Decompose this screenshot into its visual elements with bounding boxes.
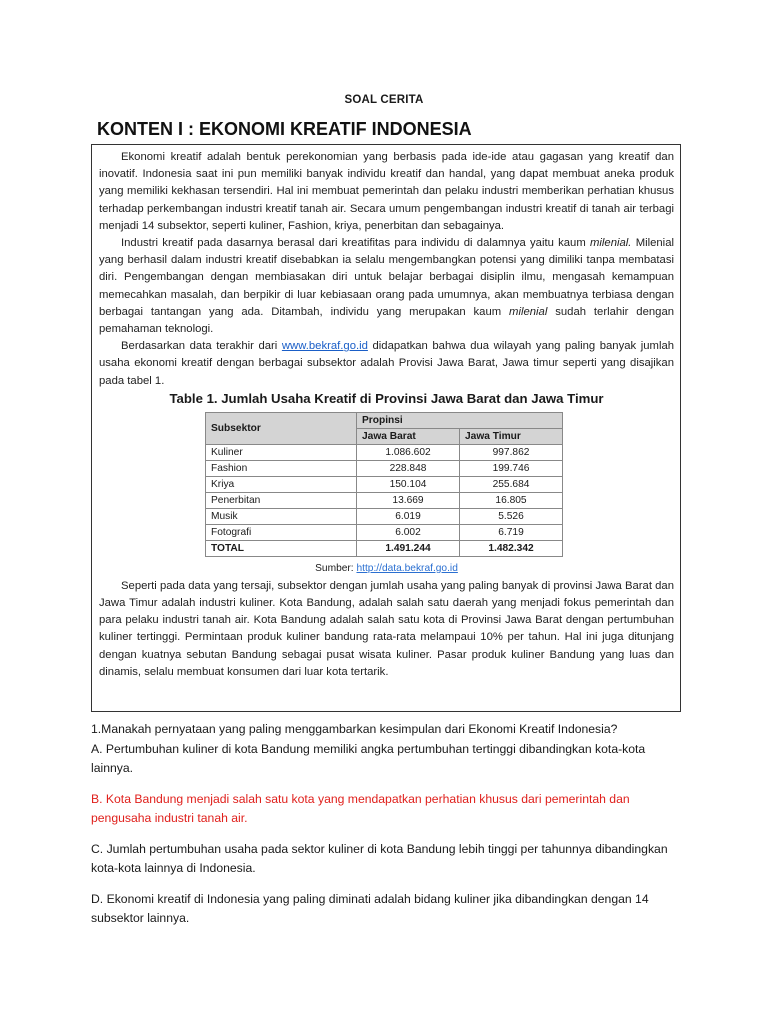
table-source xyxy=(99,563,674,574)
row-jawa-barat: 6.002 xyxy=(357,524,460,540)
passage-box xyxy=(91,144,681,712)
source-link[interactable]: http://data.bekraf.go.id xyxy=(356,562,458,574)
table-row xyxy=(206,508,563,524)
paragraph-2 xyxy=(99,235,674,338)
paragraph-3 xyxy=(99,338,674,390)
header-jawa-barat: Jawa Barat xyxy=(357,428,460,444)
option-d[interactable]: D. Ekonomi kreatif di Indonesia yang paling diminati adalah bidang kuliner jika dibandingkan dengan 14 subsektor lainnya. xyxy=(91,891,649,925)
row-jawa-barat: 13.669 xyxy=(357,492,460,508)
paragraph-2-emphasis-1: milenial. xyxy=(590,237,632,250)
row-jawa-barat: 150.104 xyxy=(357,476,460,492)
source-label: Sumber: xyxy=(315,562,354,574)
table-header-row xyxy=(206,412,563,428)
table-row xyxy=(206,476,563,492)
option-b[interactable]: B. Kota Bandung menjadi salah satu kota yang mendapatkan perhatian khusus dari pemerintah dan pengusaha industri tanah air. xyxy=(91,791,630,825)
row-subsektor: Kuliner xyxy=(206,444,357,460)
paragraph-4: Seperti pada data yang tersaji, subsektor dengan jumlah usaha yang paling banyak di provinsi Jawa Barat dan Jawa Timur adalah industri kuliner. Kota Bandung, adalah salah satu daerah yang menjadi fokus pemerintah dan para pelaku industri tanah air. Kota Bandung adalah salah satu kota di Provinsi Jawa Barat dengan pertumbuhan kuliner tertinggi. Permintaan produk kuliner bandung rata-rata melampaui 10% per tahun. Hal ini juga ditunjang dengan kuatnya sebutan Bandung sebagai pusat wisata kuliner. Pasar produk kuliner Bandung yang luas dan dinamis, selalu membuat konsumen dari luar kota tertarik. xyxy=(99,579,674,678)
paragraph-3-text-a: Berdasarkan data terakhir dari xyxy=(121,340,278,353)
total-label: TOTAL xyxy=(206,540,357,556)
paragraph-3-text-b: didapatkan bahwa dua wilayah yang paling banyak jumlah usaha ekonomi kreatif dengan berbagai subsektor adalah Provisi Jawa Barat, Jawa timur seperti yang disajikan pada tabel 1. xyxy=(99,340,675,387)
bekraf-link[interactable]: www.bekraf.go.id xyxy=(281,340,368,353)
paragraph-2-text-b: Milenial yang berhasil dalam industri kreatif disebabkan ia selalu mengembangkan potensi yang dimiliki tanpa membatasi diri. Pengembangan dengan membiasakan diri untuk belajar berbagai disiplin ilmu, mengasah kemampuan memecahkan masalah, dan berpikir di luar kebiasaan orang pada umumnya, akan membuatnya terbiasa dengan berbagai tantangan yang ada. Ditambah, individu yang merupakan kaum xyxy=(99,237,674,318)
table-row xyxy=(206,524,563,540)
data-table xyxy=(205,412,563,557)
row-subsektor: Fotografi xyxy=(206,524,357,540)
total-jawa-barat: 1.491.244 xyxy=(357,540,460,556)
total-jawa-timur: 1.482.342 xyxy=(460,540,563,556)
paragraph-2-emphasis-2: milenial xyxy=(509,305,548,318)
row-subsektor: Musik xyxy=(206,508,357,524)
row-jawa-timur: 5.526 xyxy=(460,508,563,524)
option-a[interactable]: A. Pertumbuhan kuliner di kota Bandung memiliki angka pertumbuhan tertinggi dibandingkan kota-kota lainnya. xyxy=(91,741,646,775)
paragraph-2-text-a: Industri kreatif pada dasarnya berasal dari kreatifitas para individu di dalamnya yaitu kaum xyxy=(121,237,586,250)
row-jawa-timur: 6.719 xyxy=(460,524,563,540)
table-row xyxy=(206,492,563,508)
table-caption: Table 1. Jumlah Usaha Kreatif di Provinsi Jawa Barat dan Jawa Timur xyxy=(169,390,604,406)
header-jawa-timur: Jawa Timur xyxy=(460,428,563,444)
table-row xyxy=(206,444,563,460)
question-text: 1.Manakah pernyataan yang paling menggambarkan kesimpulan dari Ekonomi Kreatif Indonesia? xyxy=(91,722,618,736)
header-subsektor: Subsektor xyxy=(206,412,357,444)
page-title: KONTEN I : EKONOMI KREATIF INDONESIA xyxy=(97,119,472,139)
section-label: SOAL CERITA xyxy=(344,94,424,106)
header-propinsi: Propinsi xyxy=(357,412,563,428)
row-jawa-timur: 199.746 xyxy=(460,460,563,476)
row-subsektor: Penerbitan xyxy=(206,492,357,508)
question-block xyxy=(91,720,681,929)
row-jawa-barat: 6.019 xyxy=(357,508,460,524)
row-jawa-timur: 255.684 xyxy=(460,476,563,492)
row-jawa-barat: 1.086.602 xyxy=(357,444,460,460)
option-c[interactable]: C. Jumlah pertumbuhan usaha pada sektor kuliner di kota Bandung lebih tinggi per tahunnya dibandingkan kota-kota lainnya di Indonesia. xyxy=(91,841,668,875)
paragraph-1: Ekonomi kreatif adalah bentuk perekonomian yang berbasis pada ide-ide atau gagasan yang kreatif dan inovatif. Indonesia saat ini pun memiliki banyak individu kreatif dan handal, yang dapat membuat aneka produk yang memiliki kekhasan tersendiri. Hal ini membuat pemerintah dan pelaku industri memberikan perhatian khusus terhadap perkembangan industri kreatif tanah air. Secara umum pengembangan industri kreatif di tanah air terbagi menjadi 14 subsektor, seperti kuliner, Fashion, kriya, penerbitan dan sebagainya. xyxy=(99,151,674,232)
row-subsektor: Fashion xyxy=(206,460,357,476)
row-jawa-timur: 16.805 xyxy=(460,492,563,508)
table-total-row xyxy=(206,540,563,556)
row-jawa-barat: 228.848 xyxy=(357,460,460,476)
row-jawa-timur: 997.862 xyxy=(460,444,563,460)
row-subsektor: Kriya xyxy=(206,476,357,492)
paragraph-2-text-c: sudah terlahir dengan pemahaman teknologi. xyxy=(99,305,675,336)
table-row xyxy=(206,460,563,476)
